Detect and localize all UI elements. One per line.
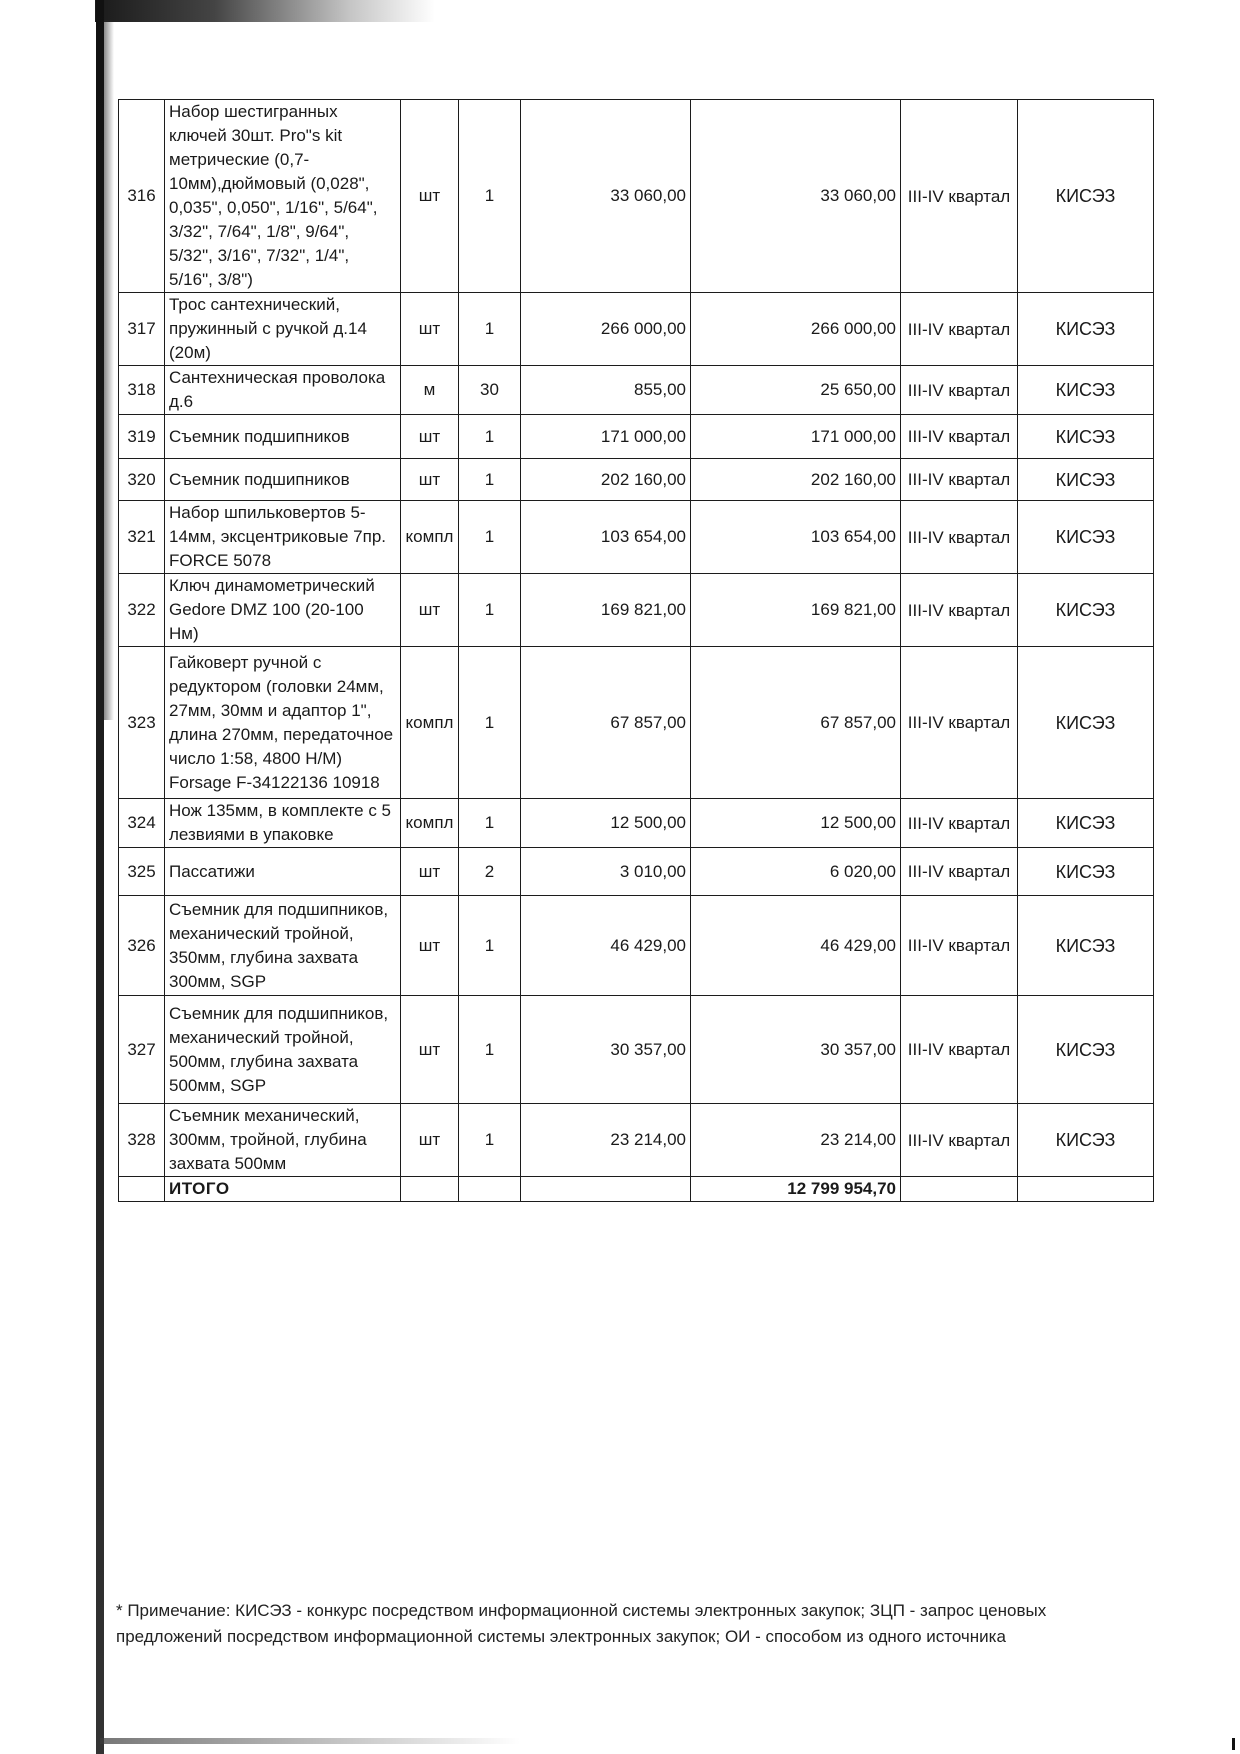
item-quantity: 1 — [459, 459, 521, 501]
total-empty-cell — [521, 1177, 691, 1202]
item-quantity: 1 — [459, 996, 521, 1104]
row-number: 319 — [119, 415, 165, 459]
item-quantity: 1 — [459, 799, 521, 848]
item-name: Съемник для подшипников, механический тройной, 350мм, глубина захвата 300мм, SGP — [165, 896, 401, 996]
item-sum: 103 654,00 — [691, 501, 901, 574]
item-unit: шт — [401, 415, 459, 459]
item-unit: шт — [401, 459, 459, 501]
item-procurement-method: КИСЭЗ — [1018, 459, 1154, 501]
footnote: * Примечание: КИСЭЗ - конкурс посредством информационной системы электронных закупок; ЗЦП - запрос ценовых предложений посредством информационной системы электронных закупок; ОИ - способом из одного источника — [116, 1601, 1047, 1646]
table-row — [119, 366, 1154, 415]
item-sum: 6 020,00 — [691, 848, 901, 896]
row-number: 323 — [119, 647, 165, 799]
item-name: Пассатижи — [165, 848, 401, 896]
item-sum: 202 160,00 — [691, 459, 901, 501]
item-period: III-IV квартал — [901, 799, 1018, 848]
total-empty-cell — [901, 1177, 1018, 1202]
item-name: Гайковерт ручной с редуктором (головки 24мм, 27мм, 30мм и адаптор 1", длина 270мм, передаточное число 1:58, 4800 Н/М) Forsage F-34122136 10918 — [165, 647, 401, 799]
item-quantity: 2 — [459, 848, 521, 896]
item-sum: 23 214,00 — [691, 1104, 901, 1177]
total-empty-cell — [459, 1177, 521, 1202]
item-procurement-method: КИСЭЗ — [1018, 415, 1154, 459]
table-row — [119, 848, 1154, 896]
item-quantity: 1 — [459, 574, 521, 647]
item-procurement-method: КИСЭЗ — [1018, 574, 1154, 647]
item-sum: 67 857,00 — [691, 647, 901, 799]
item-quantity: 1 — [459, 647, 521, 799]
table-row — [119, 799, 1154, 848]
item-sum: 169 821,00 — [691, 574, 901, 647]
item-unit-price: 171 000,00 — [521, 415, 691, 459]
item-sum: 25 650,00 — [691, 366, 901, 415]
item-name: Ключ динамометрический Gedore DMZ 100 (20-100 Нм) — [165, 574, 401, 647]
row-number: 320 — [119, 459, 165, 501]
item-procurement-method: КИСЭЗ — [1018, 996, 1154, 1104]
item-unit-price: 103 654,00 — [521, 501, 691, 574]
item-quantity: 1 — [459, 501, 521, 574]
item-procurement-method: КИСЭЗ — [1018, 1104, 1154, 1177]
table-row — [119, 415, 1154, 459]
item-sum: 30 357,00 — [691, 996, 901, 1104]
item-procurement-method: КИСЭЗ — [1018, 896, 1154, 996]
scan-mark — [1232, 1738, 1235, 1750]
item-unit-price: 46 429,00 — [521, 896, 691, 996]
table-row — [119, 996, 1154, 1104]
item-unit: шт — [401, 996, 459, 1104]
item-period: III-IV квартал — [901, 366, 1018, 415]
row-number: 324 — [119, 799, 165, 848]
item-quantity: 1 — [459, 293, 521, 366]
total-empty-cell — [1018, 1177, 1154, 1202]
table-body — [119, 100, 1154, 1202]
total-empty-cell — [401, 1177, 459, 1202]
item-unit: шт — [401, 100, 459, 293]
item-period: III-IV квартал — [901, 415, 1018, 459]
total-sum: 12 799 954,70 — [691, 1177, 901, 1202]
item-unit-price: 12 500,00 — [521, 799, 691, 848]
item-period: III-IV квартал — [901, 293, 1018, 366]
scan-edge-artifact — [95, 0, 435, 22]
row-number: 322 — [119, 574, 165, 647]
item-unit-price: 266 000,00 — [521, 293, 691, 366]
item-unit: шт — [401, 896, 459, 996]
item-unit-price: 33 060,00 — [521, 100, 691, 293]
item-procurement-method: КИСЭЗ — [1018, 366, 1154, 415]
item-quantity: 1 — [459, 1104, 521, 1177]
item-unit-price: 169 821,00 — [521, 574, 691, 647]
item-unit: м — [401, 366, 459, 415]
item-period: III-IV квартал — [901, 459, 1018, 501]
item-sum: 266 000,00 — [691, 293, 901, 366]
item-unit: шт — [401, 293, 459, 366]
row-number: 326 — [119, 896, 165, 996]
total-empty-cell — [119, 1177, 165, 1202]
item-unit-price: 202 160,00 — [521, 459, 691, 501]
item-name: Сантехническая проволока д.6 — [165, 366, 401, 415]
row-number: 318 — [119, 366, 165, 415]
procurement-table — [118, 99, 1154, 1202]
item-sum: 46 429,00 — [691, 896, 901, 996]
item-sum: 33 060,00 — [691, 100, 901, 293]
item-procurement-method: КИСЭЗ — [1018, 293, 1154, 366]
item-unit: компл — [401, 799, 459, 848]
item-period: III-IV квартал — [901, 848, 1018, 896]
item-unit-price: 3 010,00 — [521, 848, 691, 896]
item-sum: 171 000,00 — [691, 415, 901, 459]
item-procurement-method: КИСЭЗ — [1018, 799, 1154, 848]
scan-edge-artifact — [104, 20, 114, 720]
table-row — [119, 501, 1154, 574]
item-unit-price: 67 857,00 — [521, 647, 691, 799]
total-row — [119, 1177, 1154, 1202]
item-name: Нож 135мм, в комплекте с 5 лезвиями в упаковке — [165, 799, 401, 848]
table-row — [119, 574, 1154, 647]
table-row — [119, 896, 1154, 996]
row-number: 317 — [119, 293, 165, 366]
item-procurement-method: КИСЭЗ — [1018, 647, 1154, 799]
table-row — [119, 647, 1154, 799]
item-name: Съемник механический, 300мм, тройной, глубина захвата 500мм — [165, 1104, 401, 1177]
item-unit-price: 23 214,00 — [521, 1104, 691, 1177]
item-period: III-IV квартал — [901, 896, 1018, 996]
item-name: Набор шпильковертов 5-14мм, эксцентриковые 7пр. FORCE 5078 — [165, 501, 401, 574]
item-unit-price: 855,00 — [521, 366, 691, 415]
item-unit: шт — [401, 1104, 459, 1177]
row-number: 327 — [119, 996, 165, 1104]
item-period: III-IV квартал — [901, 1104, 1018, 1177]
item-period: III-IV квартал — [901, 100, 1018, 293]
item-name: Набор шестигранных ключей 30шт. Pro"s kit метрические (0,7-10мм),дюймовый (0,028", 0,035", 0,050", 1/16", 5/64", 3/32", 7/64", 1/8", 9/64", 5/32", 3/16", 7/32", 1/4", 5/16", 3/8") — [165, 100, 401, 293]
item-sum: 12 500,00 — [691, 799, 901, 848]
table-row — [119, 1104, 1154, 1177]
item-name: Съемник для подшипников, механический тройной, 500мм, глубина захвата 500мм, SGP — [165, 996, 401, 1104]
item-unit-price: 30 357,00 — [521, 996, 691, 1104]
item-period: III-IV квартал — [901, 574, 1018, 647]
scan-edge-artifact — [100, 1738, 520, 1744]
item-procurement-method: КИСЭЗ — [1018, 501, 1154, 574]
item-unit: компл — [401, 501, 459, 574]
row-number: 316 — [119, 100, 165, 293]
item-name: Съемник подшипников — [165, 459, 401, 501]
total-label: ИТОГО — [165, 1177, 401, 1202]
row-number: 325 — [119, 848, 165, 896]
item-period: III-IV квартал — [901, 501, 1018, 574]
row-number: 328 — [119, 1104, 165, 1177]
item-period: III-IV квартал — [901, 647, 1018, 799]
item-procurement-method: КИСЭЗ — [1018, 100, 1154, 293]
item-unit: компл — [401, 647, 459, 799]
item-period: III-IV квартал — [901, 996, 1018, 1104]
item-quantity: 1 — [459, 100, 521, 293]
item-name: Съемник подшипников — [165, 415, 401, 459]
table-row — [119, 100, 1154, 293]
item-quantity: 1 — [459, 415, 521, 459]
item-unit: шт — [401, 848, 459, 896]
item-quantity: 1 — [459, 896, 521, 996]
table-row — [119, 293, 1154, 366]
table-row — [119, 459, 1154, 501]
item-unit: шт — [401, 574, 459, 647]
item-procurement-method: КИСЭЗ — [1018, 848, 1154, 896]
item-quantity: 30 — [459, 366, 521, 415]
scan-edge-artifact — [96, 0, 104, 1754]
row-number: 321 — [119, 501, 165, 574]
item-name: Трос сантехнический, пружинный с ручкой д.14 (20м) — [165, 293, 401, 366]
